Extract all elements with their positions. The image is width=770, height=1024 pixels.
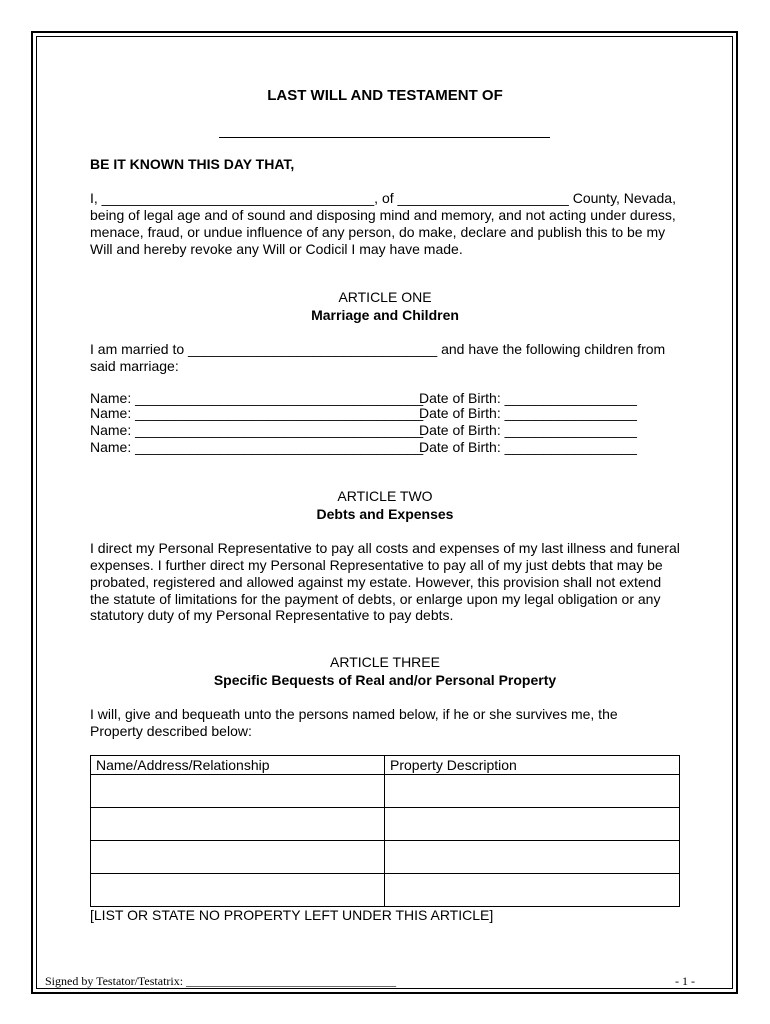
child-name-1[interactable]: Name: _____________________________________ [90, 390, 424, 406]
recipient-cell[interactable] [91, 808, 385, 841]
married-line-2: said marriage: [90, 358, 179, 374]
child-dob-1[interactable]: Date of Birth: _________________ [419, 390, 637, 406]
property-cell[interactable] [385, 841, 680, 874]
testator-name-line[interactable] [219, 137, 550, 138]
property-cell[interactable] [385, 874, 680, 907]
document-title: LAST WILL AND TESTAMENT OF [267, 87, 503, 104]
married-line-1: I am married to ________________________________ and have the following children from [90, 341, 666, 357]
debts-line-4: the statute of limitations for the payment of debts, or enlarge upon my legal obligation or any [90, 591, 661, 607]
table-row [91, 775, 680, 808]
bequest-line-2: Property described below: [90, 723, 252, 739]
page-number: - 1 - [675, 974, 695, 988]
article-one-heading: ARTICLE ONE [338, 289, 432, 305]
table-row [91, 841, 680, 874]
intro-line-4: Will and hereby revoke any Will or Codicil I may have made. [90, 241, 463, 257]
child-dob-2[interactable]: Date of Birth: _________________ [419, 405, 637, 421]
article-two-heading: ARTICLE TWO [337, 488, 433, 504]
recipient-cell[interactable] [91, 874, 385, 907]
child-name-3[interactable]: Name: _____________________________________ [90, 422, 424, 438]
child-name-2[interactable]: Name: _____________________________________ [90, 405, 424, 421]
child-name-4[interactable]: Name: _____________________________________ [90, 439, 424, 455]
debts-line-2: expenses. I further direct my Personal Representative to pay all of my just debts that may be [90, 557, 663, 573]
table-header-row [91, 756, 680, 775]
column-header-property: Property Description [385, 756, 680, 775]
property-cell[interactable] [385, 808, 680, 841]
be-it-known-heading: BE IT KNOWN THIS DAY THAT, [90, 156, 295, 172]
intro-line-3: menace, fraud, or undue influence of any person, do make, declare and publish this to be my [90, 224, 666, 240]
table-row [91, 874, 680, 907]
debts-line-1: I direct my Personal Representative to pay all costs and expenses of my last illness and funeral [90, 540, 680, 556]
bequest-line-1: I will, give and bequeath unto the persons named below, if he or she survives me, the [90, 706, 618, 722]
intro-line-2: being of legal age and of sound and disposing mind and memory, and not acting under duress, [90, 207, 676, 223]
debts-line-5: statutory duty of my Personal Representative to pay debts. [90, 607, 454, 623]
no-property-note: [LIST OR STATE NO PROPERTY LEFT UNDER THIS ARTICLE] [90, 907, 494, 923]
article-two-subheading: Debts and Expenses [316, 506, 454, 522]
debts-line-3: probated, registered and allowed against my estate. However, this provision shall not extend [90, 574, 662, 590]
table-row [91, 808, 680, 841]
bequests-table [90, 755, 680, 907]
child-dob-3[interactable]: Date of Birth: _________________ [419, 422, 637, 438]
child-dob-4[interactable]: Date of Birth: _________________ [419, 439, 637, 455]
recipient-cell[interactable] [91, 841, 385, 874]
article-three-heading: ARTICLE THREE [330, 654, 440, 670]
article-three-subheading: Specific Bequests of Real and/or Personal Property [213, 672, 557, 688]
column-header-recipient: Name/Address/Relationship [91, 756, 385, 775]
signature-line[interactable]: Signed by Testator/Testatrix: ___________________________________ [45, 974, 397, 988]
property-cell[interactable] [385, 775, 680, 808]
intro-line-1: I, ___________________________________, of ______________________ County, Nevada, [90, 190, 676, 206]
recipient-cell[interactable] [91, 775, 385, 808]
article-one-subheading: Marriage and Children [311, 307, 459, 323]
